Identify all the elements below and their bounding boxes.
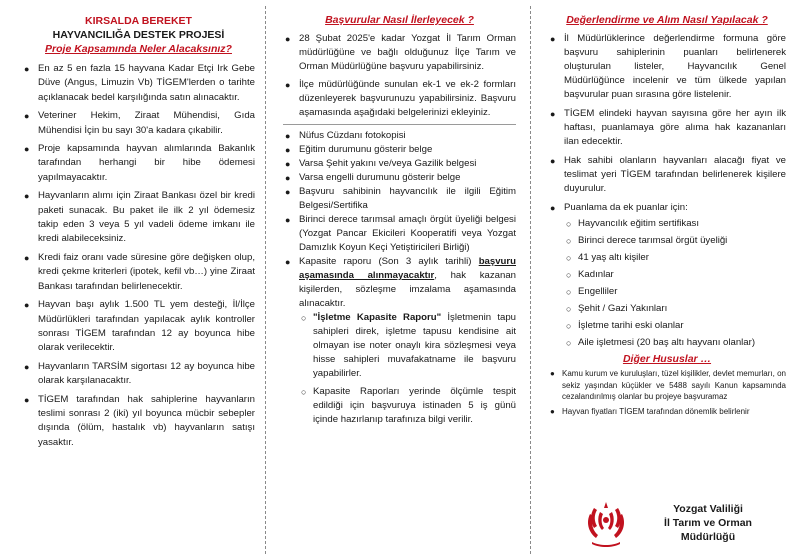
bullet-icon: ● [285, 215, 291, 225]
list-item: ● Kapasite raporu (Son 3 aylık tarihli) başvuru aşamasında alınmayacaktır, hak kazanan kişilerden, sözleşme imzalama aşamasında alınacaktır. [285, 256, 517, 309]
column-divider [530, 6, 531, 554]
application-intro-list [283, 32, 516, 120]
bullet-icon: ● [550, 406, 555, 416]
list-item: ● TİGEM elindeki hayvan sayısına göre her ayın ilk haftası, puanlamaya göre alıma hak kazananları ilan edecektir. [550, 108, 786, 147]
bullet-icon: ● [285, 159, 291, 169]
list-item: ○ Hayvancılık eğitim sertifikası [566, 218, 700, 229]
list-item: ● Hayvanların alımı için Ziraat Bankası özel bir kredi paketi sunacak. Bu paket ile ilk 2 yıl ödemesiz takip eden 3 veya 5 yıl vadeli ödeme imkanı ile kredi alabileceksiniz. [24, 190, 255, 245]
brochure-subtitle: HAYVANCILIĞA DESTEK PROJESİ [52, 29, 225, 41]
list-item: ● Hayvan fiyatları TİGEM tarafından dönemlik belirlenir [550, 406, 750, 416]
circle-bullet-icon: ○ [301, 313, 307, 323]
list-item: ● Varsa engelli durumunu gösterir belge [285, 172, 461, 183]
list-item: ● Başvuru sahibinin hayvancılık ile ilgili Eğitim Belgesi/Sertifika [285, 186, 516, 211]
bullet-icon: ● [24, 300, 30, 311]
section-title-evaluation: Değerlendirme ve Alım Nasıl Yapılacak ? [566, 14, 768, 26]
list-item: ● Birinci derece tarımsal amaçlı örgüt üyeliği belgesi (Yozgat Pancar Ekicileri Kooperatifi veya Yozgat Damızlık Koyun Keçi Yetiştiricileri Birliği) [285, 214, 516, 253]
list-item: ○ Engelliler [566, 286, 618, 297]
circle-bullet-icon: ○ [566, 270, 572, 280]
list-item: ● Proje kapsamında hayvan alımlarında Bakanlık tarafından herhangi bir hibe ödemesi yapılmayacaktır. [24, 143, 255, 183]
circle-bullet-icon: ○ [566, 219, 572, 229]
bullet-icon: ● [24, 64, 30, 74]
ministry-logo-icon [584, 500, 628, 550]
bullet-icon: ● [550, 34, 556, 44]
bullet-icon: ● [550, 109, 556, 119]
section-title-scope: Proje Kapsamında Neler Alacaksınız? [45, 43, 232, 55]
bullet-icon: ● [285, 257, 291, 267]
section-title-applications: Başvurular Nasıl İlerleyecek ? [325, 14, 474, 26]
bullet-icon: ● [550, 203, 556, 213]
bonus-points-list [548, 217, 786, 350]
column-divider [265, 6, 266, 554]
list-item: ● İlçe müdürlüğünde sunulan ek-1 ve ek-2 formları düzenleyerek başvurunuzu yapabilirsiniz. Başvuru aşamasında aşağıdaki belgelerinizi ekleyiniz. [285, 79, 516, 118]
scope-list [22, 62, 255, 450]
list-item: ○ "İşletme Kapasite Raporu" İşletmenin tapu sahipleri direk, işletme tapusu kendisine ait olmayan ise noter onaylı kira sözleşmesi veya hisse sahipleri muvafakatname ile başvuru yapabilirler. [301, 312, 517, 379]
bullet-icon: ● [24, 394, 30, 405]
list-item: ● Hayvanların TARSİM sigortası 12 ay boyunca hibe olarak karşılanacaktır. [24, 360, 255, 387]
list-item: ● Nüfus Cüzdanı fotokopisi [285, 130, 406, 141]
list-item: ○ Kadınlar [566, 269, 614, 280]
bullet-icon: ● [285, 187, 291, 197]
list-item: ○ Aile işletmesi (20 baş altı hayvanı olanlar) [566, 337, 756, 348]
column-project-scope [0, 0, 265, 560]
circle-bullet-icon: ○ [566, 338, 572, 348]
bullet-icon: ● [24, 111, 30, 122]
bullet-icon: ● [24, 144, 30, 155]
list-item: ● TİGEM tarafından hak sahiplerine hayvanların teslimi sonrası 2 (iki) yıl boyunca mücbir sebepler dışında (ölüm, hastalık vb) hayvanların satışı yasaktır. [24, 393, 255, 448]
list-item: ● İl Müdürlüklerince değerlendirme formuna göre başvuru sahiplerinin puanları belirlenerek oluşturulan listeler, Hayvancılık Genel Müdürlüğünce incelenir ve tüm ülkede yapılan başvurular puan sırasına göre listelenir. [550, 33, 786, 100]
divider [283, 124, 516, 125]
bullet-icon: ● [24, 252, 30, 263]
bullet-icon: ● [24, 191, 30, 202]
circle-bullet-icon: ○ [566, 287, 572, 297]
list-item: ● Hak sahibi olanların hayvanları alacağı fiyat ve teslimat yeri TİGEM tarafından belirlenerek kişilere duyurulur. [550, 155, 786, 194]
list-item: ● Puanlama da ek puanlar için: [550, 202, 688, 213]
documents-list [283, 129, 516, 311]
section-title-other: Diğer Hususlar … [622, 353, 712, 365]
list-item: ● Veteriner Hekim, Ziraat Mühendisi, Gıda Mühendisi İçin bu sayı 30'a kadara çıkabilir. [24, 110, 255, 136]
evaluation-list [548, 32, 786, 215]
list-item: ● 28 Şubat 2025'e kadar Yozgat İl Tarım Orman müdürlüğüne ve bağlı olduğunuz İlçe Tarım ve Orman Müdürlüğüne başvuru yapabilirsiniz. [285, 33, 516, 72]
list-item: ● Kamu kurum ve kuruluşları, tüzel kişilikler, devlet memurları, on sekiz yaşından küçükler ve 5488 sayılı Kanun kapsamında cezalandırılmış olanlar bu projeye başvuramaz [550, 369, 786, 401]
circle-bullet-icon: ○ [301, 387, 307, 397]
bullet-icon: ● [550, 369, 555, 378]
list-item: ○ Şehit / Gazi Yakınları [566, 303, 668, 314]
list-item: ○ 41 yaş altı kişiler [566, 252, 649, 263]
bullet-icon: ● [285, 145, 291, 155]
organization-name: Yozgat Valiliği İl Tarım ve Orman Müdürlüğü [664, 503, 752, 543]
circle-bullet-icon: ○ [566, 236, 572, 246]
bullet-icon: ● [24, 361, 30, 372]
list-item: ● Hayvan başı aylık 1.500 TL yem desteği, İl/İlçe Müdürlükleri tarafından yapılacak aylık kontroller sonrası TİGEM tarafından 12 ay boyunca hibe olarak verilecektir. [24, 299, 255, 354]
emphasis-text: başvuru aşamasında alınmayacaktır [299, 256, 517, 281]
list-item: ○ Kapasite Raporları yerinde ölçümle tespit edildiği için başvuruya istinaden 5 iş günü içinde hazırlanıp tarafınıza bilgi verilir. [301, 386, 516, 425]
list-item: ● Varsa Şehit yakını ve/veya Gazilik belgesi [285, 158, 477, 169]
bullet-icon: ● [285, 80, 291, 90]
bullet-icon: ● [285, 173, 291, 183]
list-item: ● Eğitim durumunu gösterir belge [285, 144, 433, 155]
column-evaluation [532, 0, 800, 560]
capacity-sublist [283, 311, 516, 427]
list-item: ● Kredi faiz oranı vade süresine göre değişken olup, kredi çekme kriterleri (ipotek, kefil vb…) yine Ziraat Bankası tarafından belirlenecektir. [24, 251, 255, 292]
list-item: ○ Birinci derece tarımsal örgüt üyeliği [566, 235, 728, 246]
list-item: ○ İşletme tarihi eski olanlar [566, 320, 684, 331]
other-notes-list [548, 368, 786, 417]
bullet-icon: ● [285, 131, 291, 141]
bullet-icon: ● [550, 156, 556, 166]
circle-bullet-icon: ○ [566, 304, 572, 314]
circle-bullet-icon: ○ [566, 253, 572, 263]
bullet-icon: ● [285, 34, 291, 44]
list-item: ● En az 5 en fazla 15 hayvana Kadar Etçi Irk Gebe Düve (Angus, Limuzin Vb) TİGEM'lerden o tarihte açıklanacak bedel karşılığında satın alınacaktır. [24, 63, 255, 103]
column-application-process [267, 0, 530, 560]
circle-bullet-icon: ○ [566, 321, 572, 331]
brochure-title: KIRSALDA BEREKET [85, 15, 192, 27]
